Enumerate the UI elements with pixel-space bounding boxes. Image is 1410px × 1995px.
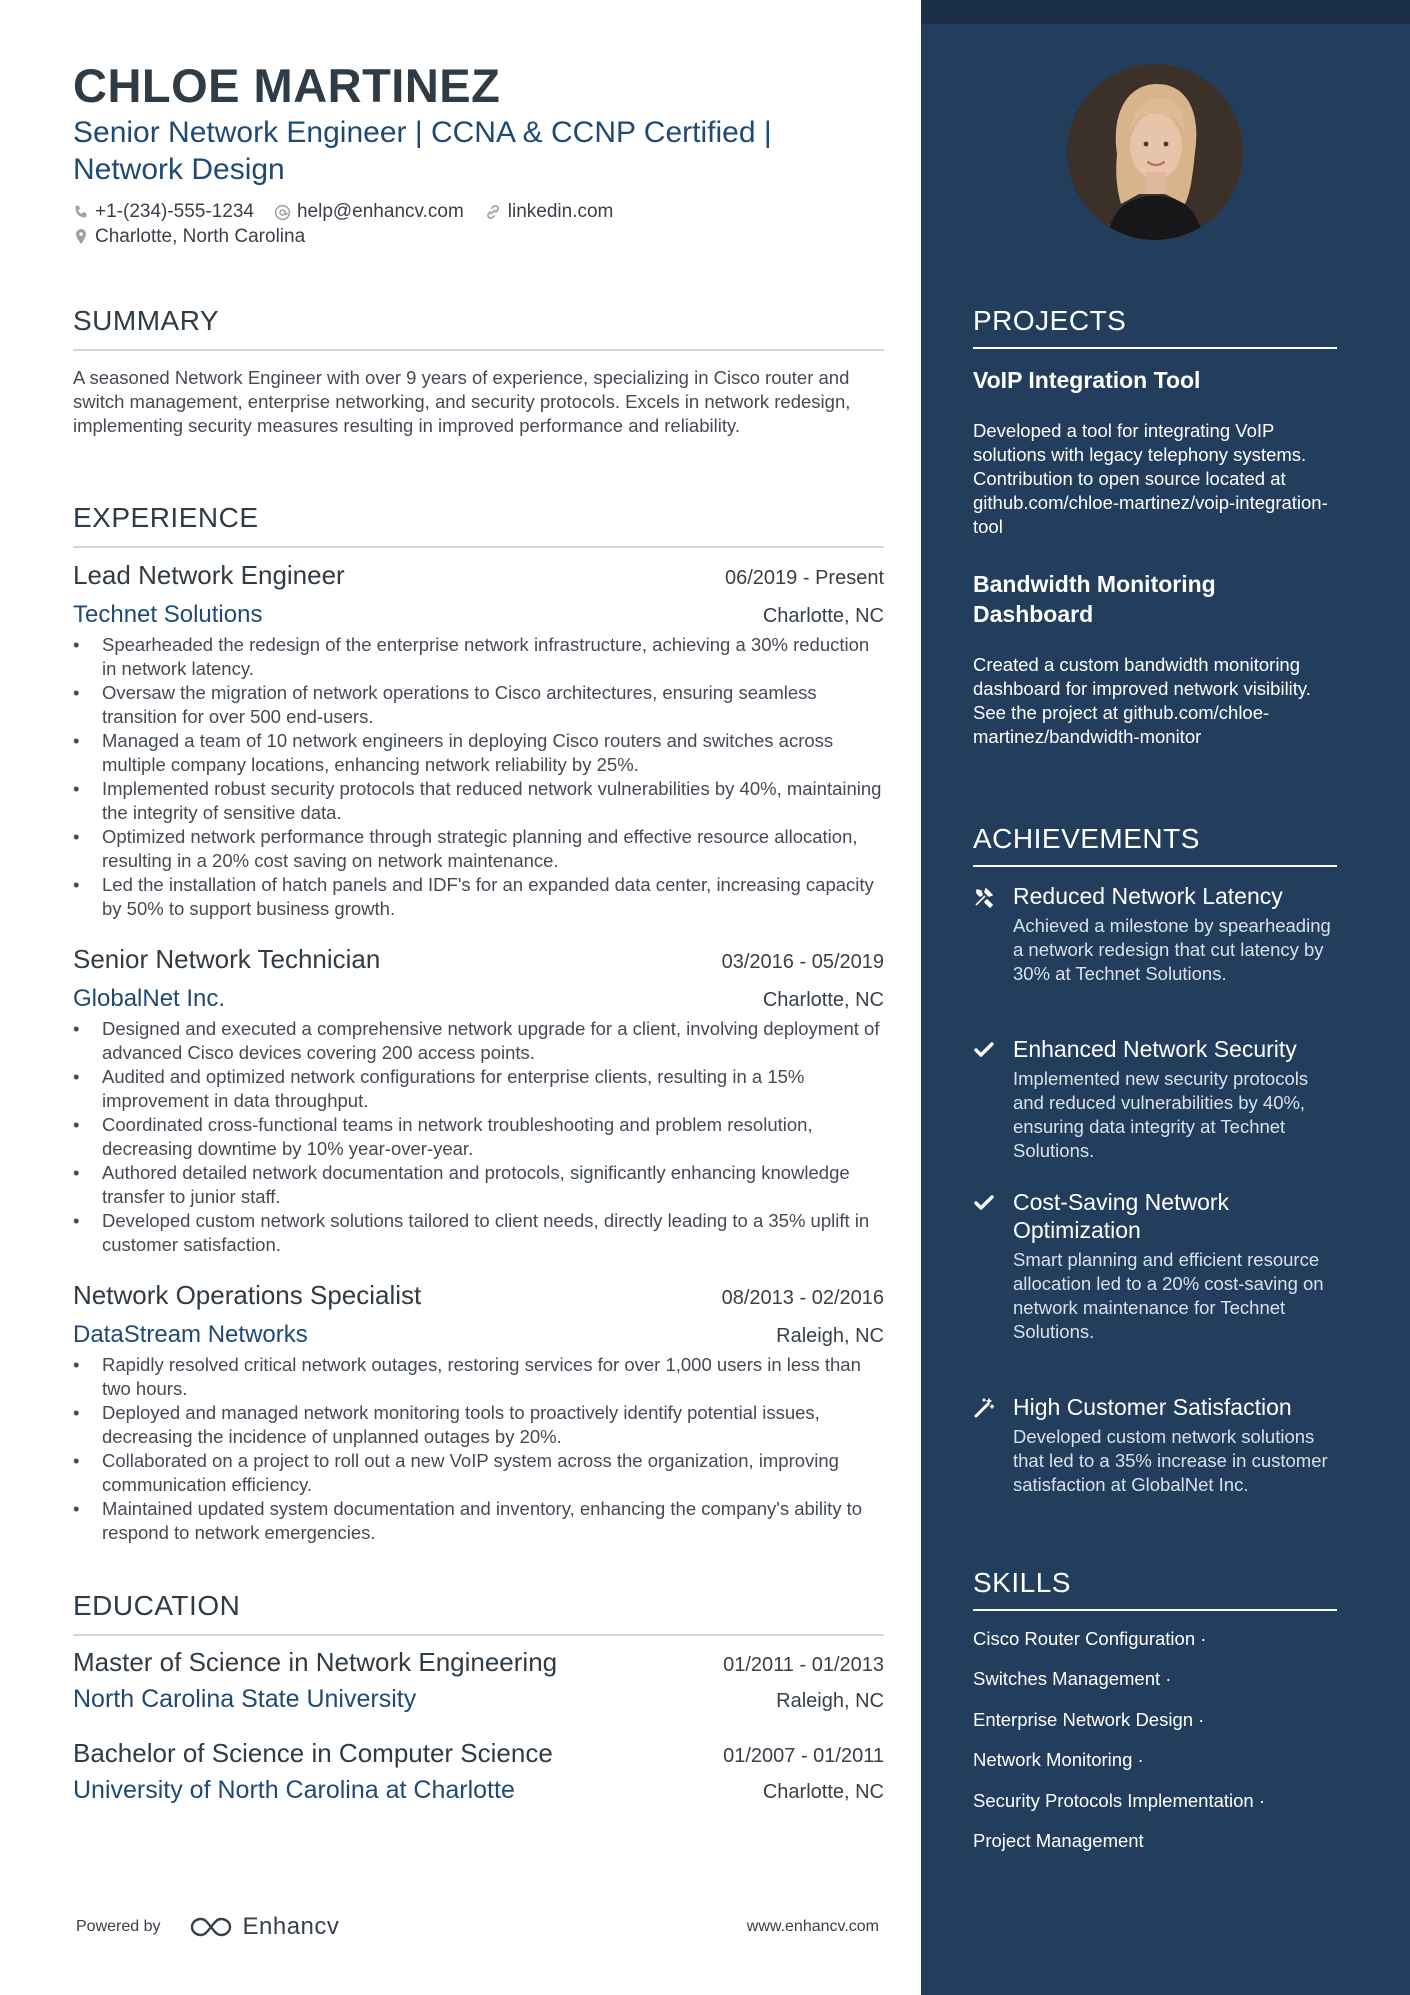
job-role: Network Operations Specialist	[73, 1280, 422, 1310]
edu-school: North Carolina State University	[73, 1685, 417, 1713]
contact-location	[73, 226, 305, 248]
contact-linkedin[interactable]	[484, 201, 614, 223]
edu-degree: Bachelor of Science in Computer Science	[73, 1738, 553, 1768]
job-bullet: • Managed a team of 10 network engineers in deploying Cisco routers and switches across multiple company locations, enhancing network reliability by 25%.	[73, 729, 884, 777]
edu-location: Raleigh, NC	[776, 1690, 884, 1712]
magic-wand-icon	[973, 1397, 995, 1419]
check-icon	[973, 1039, 995, 1061]
candidate-title: Senior Network Engineer | CCNA & CCNP Certified | Network Design	[73, 116, 772, 186]
powered-by	[76, 1913, 339, 1941]
achievement-item	[973, 1188, 1343, 1344]
skill-item: Cisco Router Configuration ·	[973, 1628, 1207, 1649]
footer	[76, 1913, 879, 1941]
brand-name: Enhancv	[242, 1913, 340, 1940]
job-dates: 08/2013 - 02/2016	[721, 1287, 884, 1309]
candidate-name: CHLOE MARTINEZ	[73, 59, 501, 112]
powered-by-label: Powered by	[76, 1918, 161, 1935]
job-bullet: • Designed and executed a comprehensive network upgrade for a client, involving deployment of advanced Cisco devices covering 200 access points.	[73, 1017, 884, 1065]
summary-text: A seasoned Network Engineer with over 9 years of experience, specializing in Cisco router and switch management, enterprise networking, and security protocols. Excels in network redesign, implementing security measures resulting in improved performance and reliability.	[73, 367, 851, 436]
phone-icon	[73, 204, 89, 220]
contact-row	[73, 201, 633, 223]
sidebar	[921, 0, 1410, 1995]
job-bullets	[73, 1017, 884, 1257]
linkedin-text[interactable]: linkedin.com	[507, 201, 614, 222]
contact-email[interactable]	[274, 201, 464, 223]
achievement-description: Achieved a milestone by spearheading a network redesign that cut latency by 30% at Technet Solutions.	[1013, 915, 1331, 984]
job-bullets	[73, 1353, 884, 1545]
job-company: DataStream Networks	[73, 1321, 308, 1348]
job-bullet: • Spearheaded the redesign of the enterprise network infrastructure, achieving a 30% reduction in network latency.	[73, 633, 884, 681]
job-company: GlobalNet Inc.	[73, 985, 226, 1012]
job-location: Charlotte, NC	[762, 605, 884, 627]
job-dates: 03/2016 - 05/2019	[721, 951, 884, 973]
job-bullet: • Optimized network performance through strategic planning and effective resource allocation, resulting in a 20% cost saving on network maintenance.	[73, 825, 884, 873]
achievement-description: Implemented new security protocols and reduced vulnerabilities by 40%, ensuring data integrity at Technet Solutions.	[1013, 1068, 1309, 1161]
skill-item: Security Protocols Implementation ·	[973, 1790, 1266, 1811]
location-pin-icon	[73, 228, 89, 246]
job-dates: 06/2019 - Present	[725, 567, 884, 589]
job-entry	[73, 944, 884, 1257]
phone-text: +1-(234)-555-1234	[95, 201, 254, 222]
achievement-item	[973, 882, 1343, 986]
edu-school: University of North Carolina at Charlotte	[73, 1776, 515, 1804]
job-bullet: • Developed custom network solutions tailored to client needs, directly leading to a 35% uplift in customer satisfaction.	[73, 1209, 884, 1257]
job-bullet: • Maintained updated system documentation and inventory, enhancing the company's ability to respond to network emergencies.	[73, 1497, 884, 1545]
achievement-title: Enhanced Network Security	[1013, 1036, 1297, 1062]
job-bullet: • Rapidly resolved critical network outages, restoring services for over 1,000 users in less than two hours.	[73, 1353, 884, 1401]
edu-dates: 01/2011 - 01/2013	[723, 1654, 884, 1676]
experience-heading: EXPERIENCE	[73, 502, 884, 548]
enhancv-logo-icon	[187, 1914, 235, 1940]
job-entry	[73, 1280, 884, 1545]
job-role: Lead Network Engineer	[73, 560, 345, 590]
job-location: Raleigh, NC	[776, 1325, 884, 1347]
skills-heading: SKILLS	[973, 1567, 1337, 1611]
job-bullet: • Implemented robust security protocols that reduced network vulnerabilities by 40%, maintaining the integrity of sensitive data.	[73, 777, 884, 825]
project-description: Developed a tool for integrating VoIP solutions with legacy telephony systems. Contribution to open source located at github.com/chloe-martinez/voip-integration-tool	[973, 420, 1328, 537]
job-entry	[73, 560, 884, 921]
profile-photo	[1067, 64, 1243, 240]
email-text[interactable]: help@enhancv.com	[296, 201, 464, 222]
achievement-title: Cost-Saving Network Optimization	[1013, 1189, 1230, 1243]
achievement-description: Developed custom network solutions that led to a 35% increase in customer satisfaction at GlobalNet Inc.	[1013, 1426, 1328, 1495]
edu-location: Charlotte, NC	[762, 1781, 884, 1803]
education-entry	[73, 1647, 884, 1714]
job-location: Charlotte, NC	[762, 989, 884, 1011]
education-heading: EDUCATION	[73, 1590, 884, 1636]
achievement-item	[973, 1035, 1343, 1163]
project-description: Created a custom bandwidth monitoring dashboard for improved network visibility. See the project at github.com/chloe-martinez/bandwidth-monitor	[973, 654, 1311, 747]
job-bullet: • Collaborated on a project to roll out a new VoIP system across the organization, improving communication efficiency.	[73, 1449, 884, 1497]
link-icon	[484, 203, 502, 221]
job-bullets	[73, 633, 884, 921]
skill-item: Switches Management ·	[973, 1668, 1172, 1689]
job-bullet: • Coordinated cross-functional teams in network troubleshooting and problem resolution, decreasing downtime by 10% year-over-year.	[73, 1113, 884, 1161]
skill-item: Network Monitoring ·	[973, 1749, 1144, 1770]
project-title: Bandwidth Monitoring Dashboard	[973, 571, 1216, 627]
edu-degree: Master of Science in Network Engineering	[73, 1647, 558, 1677]
location-text: Charlotte, North Carolina	[95, 226, 306, 247]
achievement-item	[973, 1393, 1343, 1497]
job-role: Senior Network Technician	[73, 944, 381, 974]
tools-icon	[973, 886, 995, 908]
check-icon	[973, 1192, 995, 1214]
achievement-title: High Customer Satisfaction	[1013, 1394, 1292, 1420]
job-bullet: • Oversaw the migration of network operations to Cisco architectures, ensuring seamless transition for over 500 end-users.	[73, 681, 884, 729]
avatar	[1067, 64, 1243, 240]
contact-phone	[73, 201, 254, 223]
at-icon	[274, 204, 291, 221]
job-bullet: • Authored detailed network documentation and protocols, significantly enhancing knowledge transfer to junior staff.	[73, 1161, 884, 1209]
job-company: Technet Solutions	[73, 601, 263, 628]
summary-heading: SUMMARY	[73, 305, 884, 351]
skill-item: Enterprise Network Design ·	[973, 1709, 1205, 1730]
education-entry	[73, 1738, 884, 1805]
job-bullet: • Audited and optimized network configurations for enterprise clients, resulting in a 15% improvement in data throughput.	[73, 1065, 884, 1113]
job-bullet: • Deployed and managed network monitoring tools to proactively identify potential issues, decreasing the incidence of unplanned outages by 20%.	[73, 1401, 884, 1449]
footer-site[interactable]: www.enhancv.com	[746, 1918, 879, 1935]
projects-heading: PROJECTS	[973, 305, 1337, 349]
location-row	[73, 226, 325, 248]
sidebar-top-bar	[921, 0, 1410, 24]
skill-item: Project Management	[973, 1830, 1144, 1851]
job-bullet: • Led the installation of hatch panels and IDF's for an expanded data center, increasing capacity by 50% to support business growth.	[73, 873, 884, 921]
project-title: VoIP Integration Tool	[973, 367, 1201, 393]
achievements-heading: ACHIEVEMENTS	[973, 823, 1337, 867]
edu-dates: 01/2007 - 01/2011	[723, 1745, 884, 1767]
achievement-title: Reduced Network Latency	[1013, 883, 1283, 909]
achievement-description: Smart planning and efficient resource allocation led to a 20% cost-saving on network maintenance for Technet Solutions.	[1013, 1249, 1324, 1342]
